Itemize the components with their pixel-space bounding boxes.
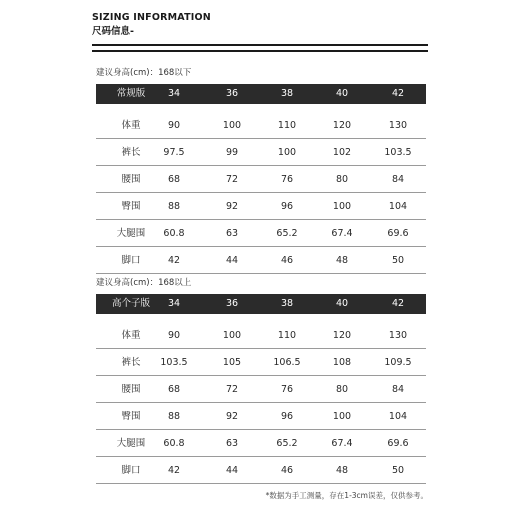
table-row — [96, 322, 426, 349]
table-row — [96, 193, 426, 220]
table-cell: 76 — [280, 384, 294, 395]
header-cell-size: 34 — [167, 298, 181, 309]
header-cell-size: 34 — [167, 88, 181, 99]
table-cell: 92 — [225, 201, 239, 212]
table-cell: 100 — [222, 330, 242, 341]
table-cell: 48 — [335, 255, 349, 266]
table-cell: 88 — [167, 201, 181, 212]
table-cell: 105 — [222, 357, 242, 368]
table-cell: 69.6 — [387, 228, 409, 239]
table-cell: 100 — [332, 201, 352, 212]
table-row — [96, 112, 426, 139]
table-row — [96, 247, 426, 274]
table-cell: 84 — [391, 174, 405, 185]
table-cell: 104 — [388, 201, 408, 212]
table-cell: 90 — [167, 330, 181, 341]
table-cell: 69.6 — [387, 438, 409, 449]
row-label: 体重 — [121, 120, 141, 131]
table-cell: 50 — [391, 465, 405, 476]
table-cell: 103.5 — [160, 357, 188, 368]
header-cell-size: 42 — [391, 298, 405, 309]
table-cell: 100 — [222, 120, 242, 131]
row-label: 大腿围 — [116, 438, 146, 449]
table-row — [96, 166, 426, 193]
table-row — [96, 403, 426, 430]
height-note-tall: 建议身高(cm)：168以上 — [96, 278, 192, 288]
table-cell: 68 — [167, 384, 181, 395]
table-cell: 44 — [225, 255, 239, 266]
table-cell: 80 — [335, 174, 349, 185]
header-cell-version: 常规版 — [116, 88, 146, 99]
header-cell-size: 40 — [335, 298, 349, 309]
row-label: 裤长 — [121, 357, 141, 368]
table-cell: 130 — [388, 120, 408, 131]
header-cell-version: 高个子版 — [111, 298, 150, 309]
header-rule-top — [92, 44, 428, 46]
row-label: 臀围 — [121, 201, 141, 212]
title-english: SIZING INFORMATION — [92, 12, 211, 23]
table-cell: 109.5 — [384, 357, 412, 368]
table-cell: 46 — [280, 255, 294, 266]
table-row — [96, 457, 426, 484]
table-cell: 72 — [225, 384, 239, 395]
table-row — [96, 139, 426, 166]
table-cell: 48 — [335, 465, 349, 476]
table-cell: 90 — [167, 120, 181, 131]
table-row — [96, 349, 426, 376]
header-cell-size: 38 — [280, 88, 294, 99]
table-cell: 130 — [388, 330, 408, 341]
table-cell: 108 — [332, 357, 352, 368]
table-row — [96, 376, 426, 403]
table-cell: 84 — [391, 384, 405, 395]
row-label: 体重 — [121, 330, 141, 341]
row-label: 腰围 — [121, 174, 141, 185]
table-body-regular — [96, 112, 426, 274]
header-cell-size: 40 — [335, 88, 349, 99]
table-cell: 100 — [332, 411, 352, 422]
row-label: 臀围 — [121, 411, 141, 422]
table-cell: 60.8 — [163, 228, 185, 239]
table-cell: 100 — [277, 147, 297, 158]
title-chinese: 尺码信息- — [92, 26, 134, 37]
table-cell: 102 — [332, 147, 352, 158]
table-cell: 97.5 — [163, 147, 185, 158]
table-cell: 44 — [225, 465, 239, 476]
row-label: 大腿围 — [116, 228, 146, 239]
table-row — [96, 430, 426, 457]
table-cell: 96 — [280, 201, 294, 212]
table-cell: 104 — [388, 411, 408, 422]
measurement-footnote: *数据为手工测量，存在1-3cm误差，仅供参考。 — [265, 491, 428, 500]
header-cell-size: 36 — [225, 298, 239, 309]
table-cell: 92 — [225, 411, 239, 422]
table-header-regular — [96, 84, 426, 104]
row-label: 腰围 — [121, 384, 141, 395]
table-cell: 50 — [391, 255, 405, 266]
table-body-tall — [96, 322, 426, 484]
table-cell: 96 — [280, 411, 294, 422]
table-cell: 80 — [335, 384, 349, 395]
table-cell: 65.2 — [276, 228, 298, 239]
table-cell: 76 — [280, 174, 294, 185]
table-cell: 63 — [225, 228, 239, 239]
table-cell: 67.4 — [331, 228, 353, 239]
table-header-tall — [96, 294, 426, 314]
table-cell: 42 — [167, 465, 181, 476]
table-cell: 63 — [225, 438, 239, 449]
header-cell-size: 42 — [391, 88, 405, 99]
table-cell: 88 — [167, 411, 181, 422]
table-cell: 60.8 — [163, 438, 185, 449]
table-row — [96, 220, 426, 247]
header-cell-size: 38 — [280, 298, 294, 309]
table-cell: 42 — [167, 255, 181, 266]
table-cell: 67.4 — [331, 438, 353, 449]
table-cell: 106.5 — [273, 357, 301, 368]
height-note-regular: 建议身高(cm)：168以下 — [96, 68, 192, 78]
row-label: 脚口 — [121, 465, 141, 476]
row-label: 脚口 — [121, 255, 141, 266]
header-rule-bottom — [92, 50, 428, 52]
table-cell: 110 — [277, 330, 297, 341]
table-cell: 46 — [280, 465, 294, 476]
table-cell: 72 — [225, 174, 239, 185]
row-label: 裤长 — [121, 147, 141, 158]
header-cell-size: 36 — [225, 88, 239, 99]
table-cell: 68 — [167, 174, 181, 185]
table-cell: 103.5 — [384, 147, 412, 158]
table-cell: 99 — [225, 147, 239, 158]
table-cell: 110 — [277, 120, 297, 131]
table-cell: 120 — [332, 120, 352, 131]
table-cell: 65.2 — [276, 438, 298, 449]
table-cell: 120 — [332, 330, 352, 341]
